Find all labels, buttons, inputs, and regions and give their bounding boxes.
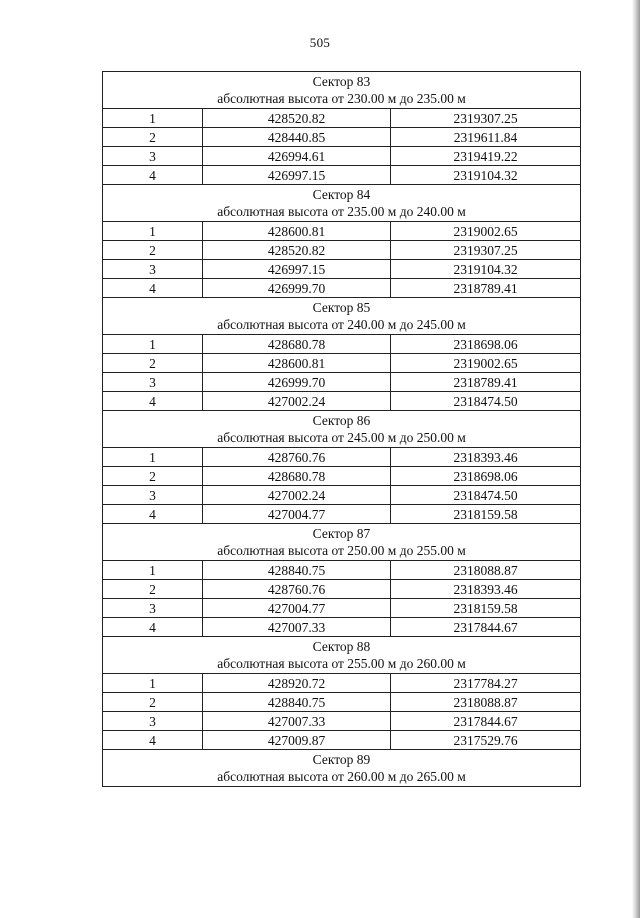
table-row — [103, 731, 581, 750]
sector-header — [103, 298, 581, 335]
sector-title: Сектор 86 — [312, 413, 371, 428]
sector-header-row — [103, 750, 581, 787]
x-coordinate-cell: 427002.24 — [203, 392, 391, 411]
point-number-cell: 2 — [103, 354, 203, 373]
x-coordinate-cell: 426994.61 — [203, 147, 391, 166]
y-coordinate-cell: 2319104.32 — [391, 260, 581, 279]
x-coordinate-cell: 428600.81 — [203, 222, 391, 241]
y-coordinate-cell: 2318474.50 — [391, 486, 581, 505]
sector-title: Сектор 89 — [312, 752, 371, 767]
table-row — [103, 392, 581, 411]
sector-header-row — [103, 411, 581, 448]
point-number-cell: 1 — [103, 335, 203, 354]
y-coordinate-cell: 2318789.41 — [391, 279, 581, 298]
y-coordinate-cell: 2319002.65 — [391, 354, 581, 373]
point-number-cell: 2 — [103, 241, 203, 260]
table-row — [103, 109, 581, 128]
y-coordinate-cell: 2319104.32 — [391, 166, 581, 185]
table-row — [103, 580, 581, 599]
point-number-cell: 4 — [103, 618, 203, 637]
table-row — [103, 373, 581, 392]
x-coordinate-cell: 428920.72 — [203, 674, 391, 693]
x-coordinate-cell: 428600.81 — [203, 354, 391, 373]
x-coordinate-cell: 428680.78 — [203, 335, 391, 354]
x-coordinate-cell: 428520.82 — [203, 109, 391, 128]
x-coordinate-cell: 428440.85 — [203, 128, 391, 147]
x-coordinate-cell: 426997.15 — [203, 260, 391, 279]
y-coordinate-cell: 2319419.22 — [391, 147, 581, 166]
y-coordinate-cell: 2317844.67 — [391, 618, 581, 637]
sector-title: Сектор 84 — [312, 187, 371, 202]
y-coordinate-cell: 2317784.27 — [391, 674, 581, 693]
table-row — [103, 335, 581, 354]
y-coordinate-cell: 2319307.25 — [391, 109, 581, 128]
sector-title: Сектор 87 — [312, 526, 371, 541]
x-coordinate-cell: 427009.87 — [203, 731, 391, 750]
x-coordinate-cell: 426999.70 — [203, 279, 391, 298]
x-coordinate-cell: 426999.70 — [203, 373, 391, 392]
scan-edge-shadow — [632, 0, 640, 918]
x-coordinate-cell: 427002.24 — [203, 486, 391, 505]
point-number-cell: 4 — [103, 731, 203, 750]
y-coordinate-cell: 2318789.41 — [391, 373, 581, 392]
sector-header-row — [103, 72, 581, 109]
sector-header-row — [103, 185, 581, 222]
point-number-cell: 2 — [103, 467, 203, 486]
table-row — [103, 599, 581, 618]
point-number-cell: 3 — [103, 147, 203, 166]
point-number-cell: 1 — [103, 448, 203, 467]
sector-header — [103, 750, 581, 787]
sector-altitude-range: абсолютная высота от 235.00 м до 240.00 м — [217, 204, 466, 219]
point-number-cell: 1 — [103, 561, 203, 580]
x-coordinate-cell: 428520.82 — [203, 241, 391, 260]
sector-header-row — [103, 524, 581, 561]
x-coordinate-cell: 428760.76 — [203, 448, 391, 467]
sector-header — [103, 72, 581, 109]
y-coordinate-cell: 2318159.58 — [391, 599, 581, 618]
sector-coordinates-table — [102, 71, 581, 787]
sector-header — [103, 524, 581, 561]
table-row — [103, 166, 581, 185]
table-row — [103, 147, 581, 166]
table-row — [103, 712, 581, 731]
table-row — [103, 241, 581, 260]
y-coordinate-cell: 2318159.58 — [391, 505, 581, 524]
table-row — [103, 354, 581, 373]
point-number-cell: 1 — [103, 222, 203, 241]
y-coordinate-cell: 2318088.87 — [391, 561, 581, 580]
x-coordinate-cell: 428840.75 — [203, 693, 391, 712]
point-number-cell: 4 — [103, 166, 203, 185]
sector-altitude-range: абсолютная высота от 245.00 м до 250.00 м — [217, 430, 466, 445]
point-number-cell: 1 — [103, 109, 203, 128]
sector-title: Сектор 88 — [312, 639, 371, 654]
x-coordinate-cell: 428760.76 — [203, 580, 391, 599]
y-coordinate-cell: 2319002.65 — [391, 222, 581, 241]
table-row — [103, 505, 581, 524]
y-coordinate-cell: 2319611.84 — [391, 128, 581, 147]
sector-altitude-range: абсолютная высота от 240.00 м до 245.00 м — [217, 317, 466, 332]
point-number-cell: 4 — [103, 392, 203, 411]
point-number-cell: 3 — [103, 599, 203, 618]
point-number-cell: 3 — [103, 260, 203, 279]
sector-altitude-range: абсолютная высота от 255.00 м до 260.00 м — [217, 656, 466, 671]
point-number-cell: 2 — [103, 580, 203, 599]
point-number-cell: 1 — [103, 674, 203, 693]
table-row — [103, 279, 581, 298]
sector-header — [103, 411, 581, 448]
x-coordinate-cell: 427007.33 — [203, 618, 391, 637]
sector-header — [103, 637, 581, 674]
y-coordinate-cell: 2318698.06 — [391, 467, 581, 486]
table-row — [103, 128, 581, 147]
sector-altitude-range: абсолютная высота от 260.00 м до 265.00 м — [217, 769, 466, 784]
sector-header-row — [103, 298, 581, 335]
table-row — [103, 448, 581, 467]
y-coordinate-cell: 2318698.06 — [391, 335, 581, 354]
sector-title: Сектор 85 — [312, 300, 371, 315]
y-coordinate-cell: 2319307.25 — [391, 241, 581, 260]
page-number: 505 — [309, 35, 331, 50]
x-coordinate-cell: 427007.33 — [203, 712, 391, 731]
point-number-cell: 3 — [103, 373, 203, 392]
table-row — [103, 693, 581, 712]
x-coordinate-cell: 426997.15 — [203, 166, 391, 185]
y-coordinate-cell: 2318393.46 — [391, 448, 581, 467]
y-coordinate-cell: 2317529.76 — [391, 731, 581, 750]
point-number-cell: 2 — [103, 128, 203, 147]
x-coordinate-cell: 428840.75 — [203, 561, 391, 580]
point-number-cell: 4 — [103, 505, 203, 524]
y-coordinate-cell: 2318393.46 — [391, 580, 581, 599]
y-coordinate-cell: 2318088.87 — [391, 693, 581, 712]
point-number-cell: 3 — [103, 486, 203, 505]
table-row — [103, 222, 581, 241]
table-row — [103, 260, 581, 279]
sector-title: Сектор 83 — [312, 74, 371, 89]
y-coordinate-cell: 2317844.67 — [391, 712, 581, 731]
table-row — [103, 618, 581, 637]
table-row — [103, 674, 581, 693]
y-coordinate-cell: 2318474.50 — [391, 392, 581, 411]
table-row — [103, 486, 581, 505]
sector-header-row — [103, 637, 581, 674]
table-row — [103, 467, 581, 486]
sector-header — [103, 185, 581, 222]
table-row — [103, 561, 581, 580]
point-number-cell: 2 — [103, 693, 203, 712]
point-number-cell: 3 — [103, 712, 203, 731]
point-number-cell: 4 — [103, 279, 203, 298]
x-coordinate-cell: 427004.77 — [203, 599, 391, 618]
table-body — [103, 72, 581, 787]
sector-altitude-range: абсолютная высота от 250.00 м до 255.00 м — [217, 543, 466, 558]
x-coordinate-cell: 428680.78 — [203, 467, 391, 486]
x-coordinate-cell: 427004.77 — [203, 505, 391, 524]
sector-altitude-range: абсолютная высота от 230.00 м до 235.00 м — [217, 91, 466, 106]
